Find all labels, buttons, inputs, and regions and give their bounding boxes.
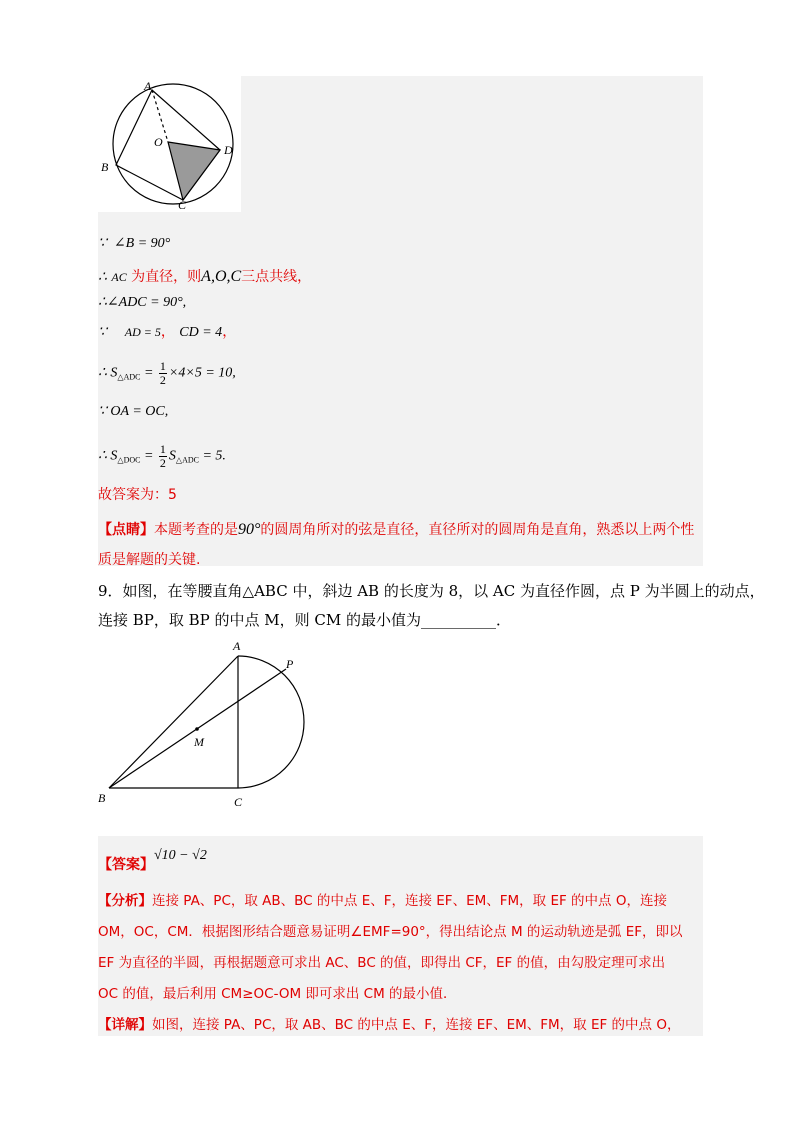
analysis-9-line2: OM，OC，CM．根据图形结合题意易证明∠EMF=90°，得出结论点 M 的运动轨迹是弧 EF，即以 xyxy=(98,924,683,940)
analysis-9-line1: 【分析】连接 PA、PC，取 AB、BC 的中点 E、F，连接 EF、EM、FM，取 EF 的中点 O，连接 xyxy=(98,893,667,909)
fraction-half-2: $\frac{1}{2}$ xyxy=(159,442,166,470)
step-ac-diameter: ∴ AC 为直径，则A,O,C三点共线， xyxy=(98,268,312,285)
figure-triangle-semicircle xyxy=(92,636,322,814)
fraction-half: $\frac{1}{2}$ xyxy=(159,359,166,387)
quadrilateral-abcd xyxy=(116,90,220,200)
comment-8-line1: 【点睛】本题考查的是90°的圆周角所对的弦是直径，直径所对的圆周角是直角，熟悉以上两个性 xyxy=(98,521,695,538)
question-9-line2: 连接 BP，取 BP 的中点 M，则 CM 的最小值为__________． xyxy=(98,611,512,629)
answer-9: 【答案】√10 − √2 xyxy=(98,848,207,873)
step-angle-adc: ∴∠ADC = 90°, xyxy=(98,295,187,310)
step-side-lengths: ∵ AD = 5， CD = 4， xyxy=(98,324,237,340)
label-p: P xyxy=(286,657,294,671)
step-area-doc: ∴ $S_{\triangle DOC}$ = $\frac{1}{2}$ $S_{\triangle ADC} = 5$. xyxy=(98,442,226,470)
answer-8: 故答案为：5 xyxy=(98,487,177,503)
shaded-triangle-doc xyxy=(168,142,220,200)
comment-8-line2: 质是解题的关键. xyxy=(98,552,201,568)
step-angle-b: ∵ ∠B = 90° xyxy=(98,236,171,251)
analysis-9-line4: OC 的值，最后利用 CM≥OC-OM 即可求出 CM 的最小值． xyxy=(98,986,457,1002)
analysis-9-line3: EF 为直径的半圆，再根据题意可求出 AC、BC 的值，即得出 CF，EF 的值，由勾股定理可求出 xyxy=(98,955,666,971)
question-9-line1: 9．如图，在等腰直角△ABC 中，斜边 AB 的长度为 8，以 AC 为直径作圆，点 P 为半圆上的动点， xyxy=(98,582,765,600)
label-b: B xyxy=(98,791,106,805)
label-d: D xyxy=(224,143,233,157)
label-m: M xyxy=(194,735,204,749)
point-m xyxy=(195,727,199,731)
label-o: O xyxy=(154,135,163,149)
semicircle-ac xyxy=(238,656,304,788)
detail-9-line1: 【详解】如图，连接 PA、PC，取 AB、BC 的中点 E、F，连接 EF、EM、FM，取 EF 的中点 O， xyxy=(98,1017,681,1033)
label-a: A xyxy=(233,639,241,653)
label-c: C xyxy=(178,198,187,212)
label-b: B xyxy=(101,160,109,174)
step-oa-oc: ∵ OA = OC, xyxy=(98,404,169,419)
step-area-adc: ∴ $S_{\triangle ADC}$ = $\frac{1}{2}$ ×4×5 = 10, xyxy=(98,359,236,387)
segment-ab xyxy=(109,656,238,788)
figure-circle-quadrilateral xyxy=(98,76,241,212)
figure1-svg xyxy=(98,76,241,212)
label-c: C xyxy=(234,795,243,809)
figure2-svg xyxy=(92,636,322,814)
label-a: A xyxy=(144,79,152,93)
